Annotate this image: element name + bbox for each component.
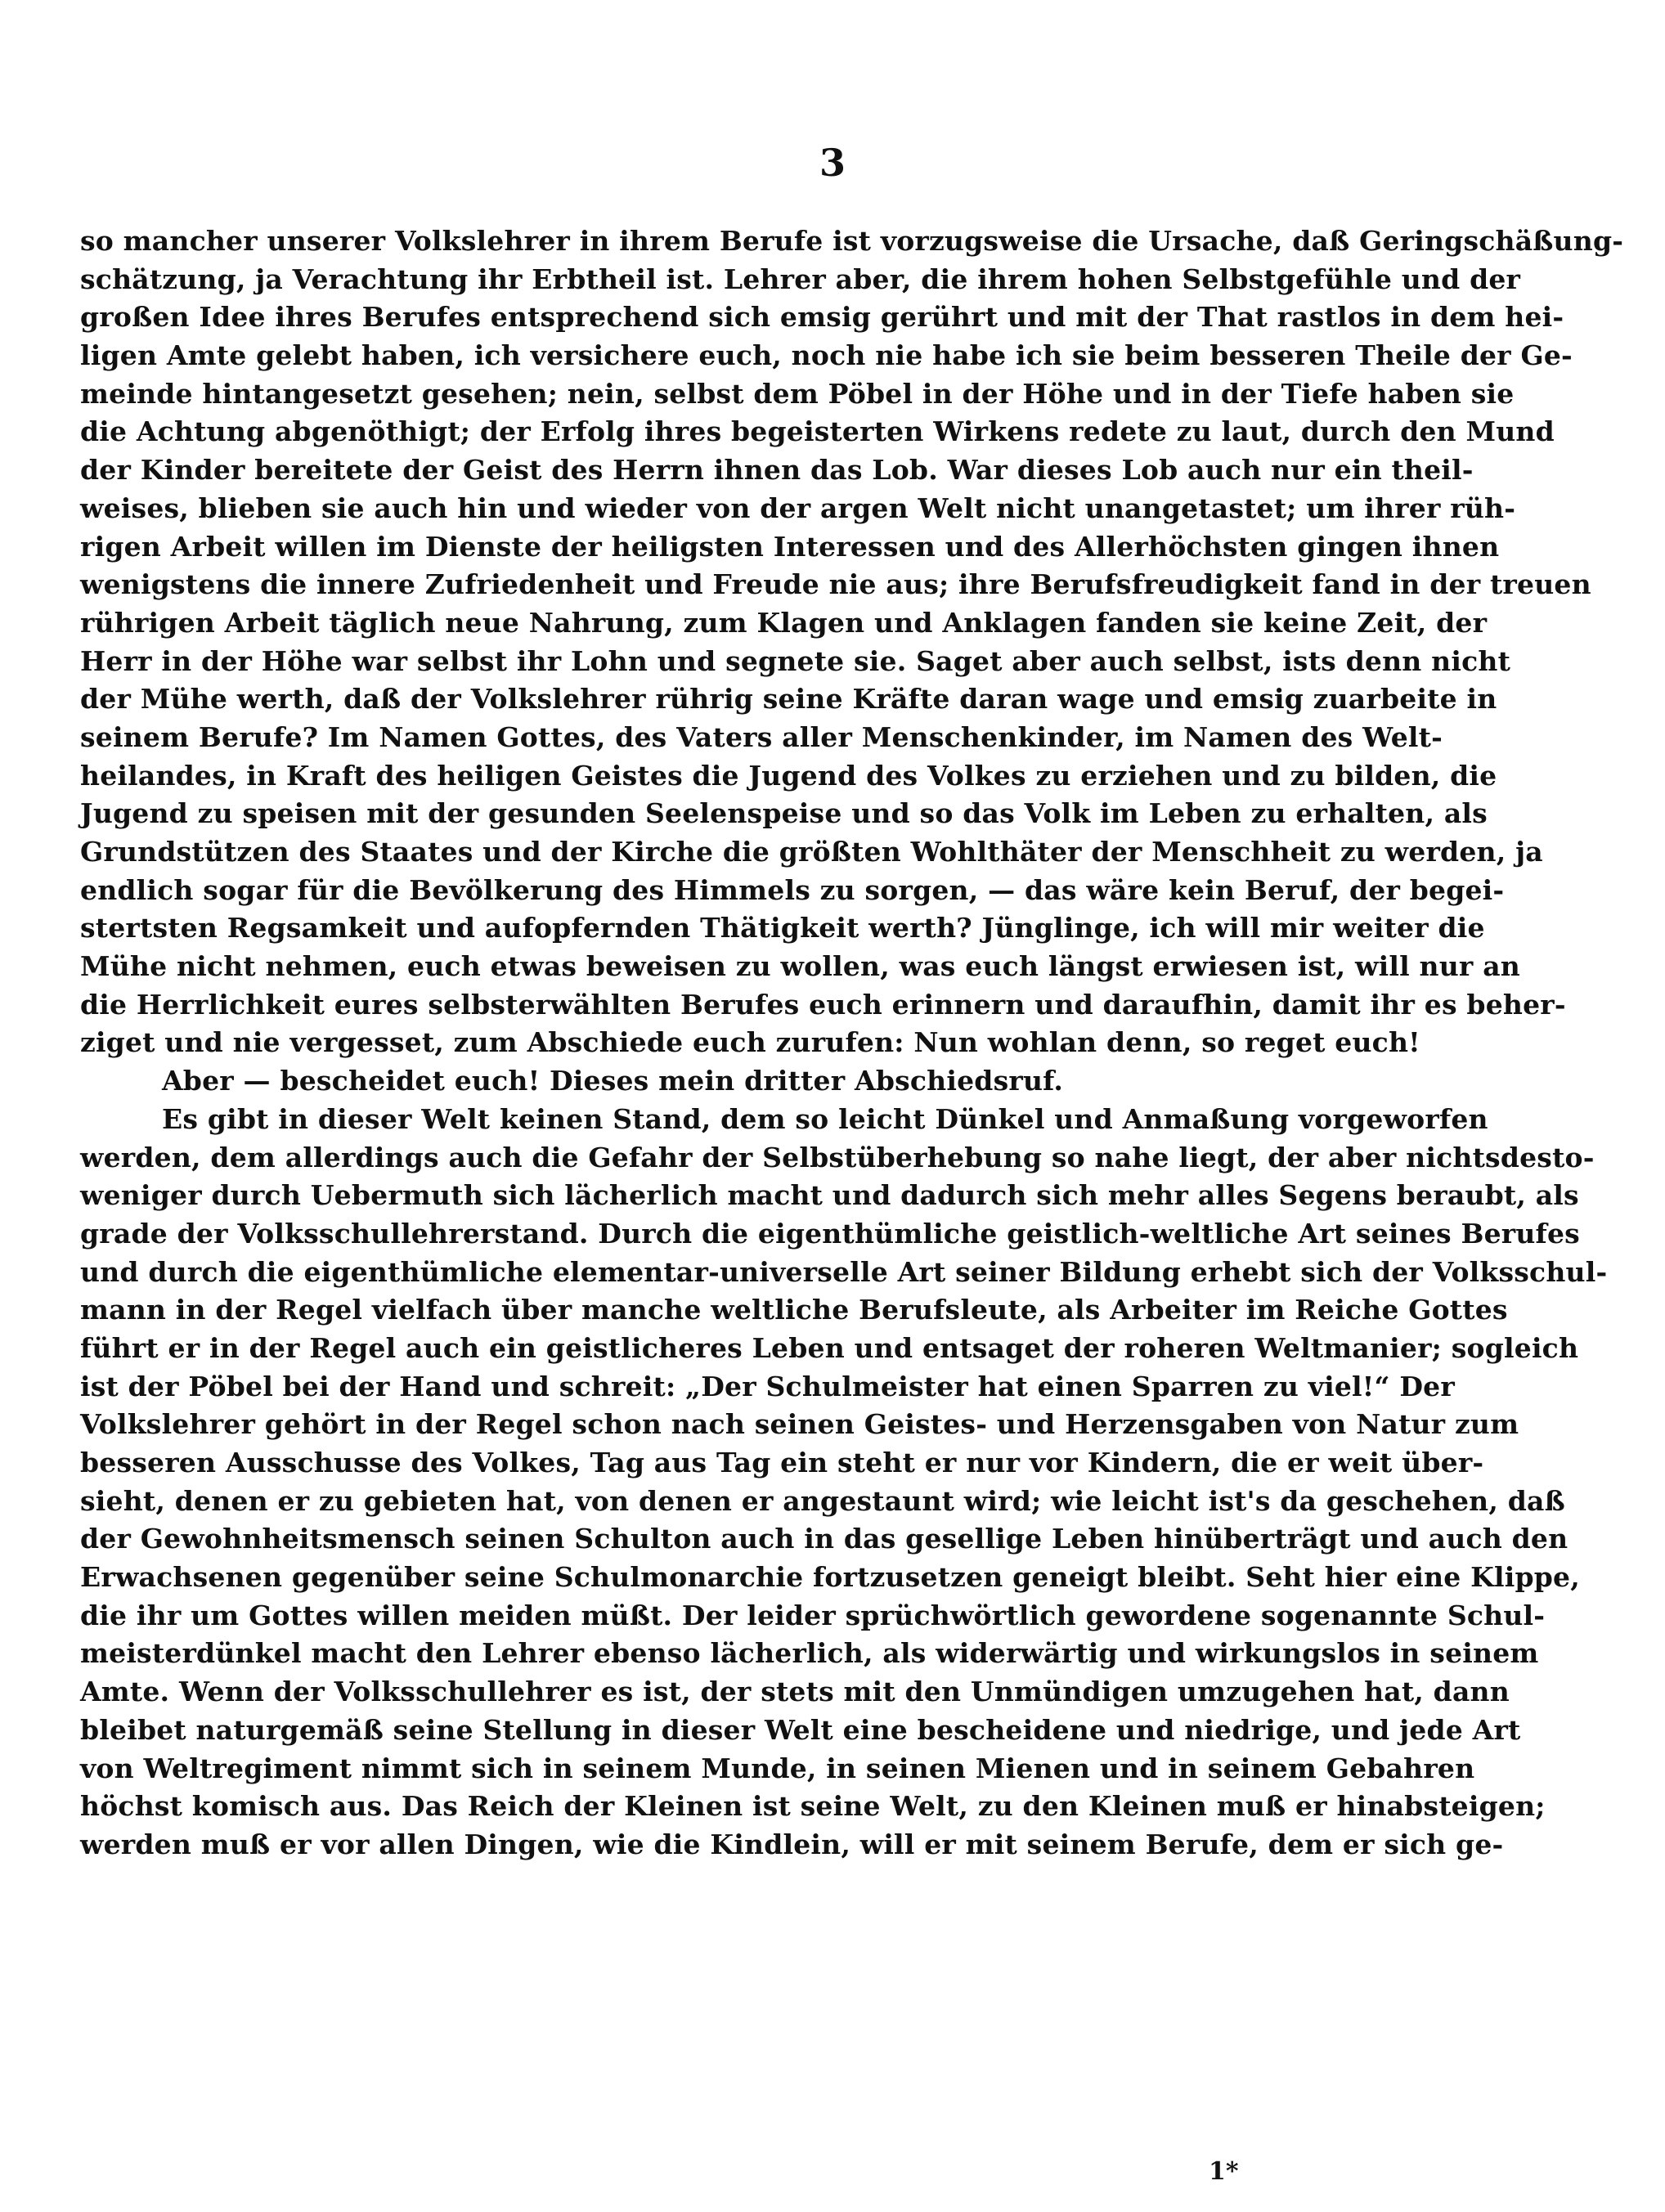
text-line: Volkslehrer gehört in der Regel schon nach seinen Geistes- und Herzensgaben von Natur zum xyxy=(80,1408,1519,1441)
text-line: mann in der Regel vielfach über manche weltliche Berufsleute, als Arbeiter im Reiche Gottes xyxy=(80,1294,1508,1326)
text-line: Es gibt in dieser Welt keinen Stand, dem so leicht Dünkel und Anmaßung vorgeworfen xyxy=(162,1102,1488,1135)
text-line: der Kinder bereitete der Geist des Herrn ihnen das Lob. War dieses Lob auch nur ein theil- xyxy=(80,454,1474,487)
body-text xyxy=(80,222,1624,1864)
text-line: grade der Volksschullehrerstand. Durch die eigenthümliche geistlich-weltliche Art seines Berufes xyxy=(80,1217,1580,1250)
text-line: ligen Amte gelebt haben, ich versichere euch, noch nie habe ich sie beim besseren Theile der Ge- xyxy=(80,339,1573,372)
text-line: Amte. Wenn der Volksschullehrer es ist, der stets mit den Unmündigen umzugehen hat, dann xyxy=(80,1676,1510,1708)
text-line: Erwachsenen gegenüber seine Schulmonarchie fortzusetzen geneigt bleibt. Seht hier eine Klippe, xyxy=(80,1561,1580,1594)
text-line: Jugend zu speisen mit der gesunden Seelenspeise und so das Volk im Leben zu erhalten, als xyxy=(80,797,1488,830)
text-line: heilandes, in Kraft des heiligen Geistes die Jugend des Volkes zu erziehen und zu bilden, die xyxy=(80,759,1497,792)
text-line: meinde hintangesetzt gesehen; nein, selbst dem Pöbel in der Höhe und in der Tiefe haben sie xyxy=(80,377,1515,410)
text-line: die Achtung abgenöthigt; der Erfolg ihres begeisterten Wirkens redete zu laut, durch den Mund xyxy=(80,415,1555,448)
text-line: rührigen Arbeit täglich neue Nahrung, zum Klagen und Anklagen fanden sie keine Zeit, der xyxy=(80,606,1488,639)
text-line: von Weltregiment nimmt sich in seinem Munde, in seinen Mienen und in seinem Gebahren xyxy=(80,1752,1475,1784)
text-line: und durch die eigenthümliche elementar-universelle Art seiner Bildung erhebt sich der Volksschul- xyxy=(80,1255,1608,1288)
text-line: Aber — bescheidet euch! Dieses mein dritter Abschiedsruf. xyxy=(162,1065,1064,1097)
text-line: die Herrlichkeit eures selbsterwählten Berufes euch erinnern und daraufhin, damit ihr es beher- xyxy=(80,988,1566,1021)
page-number: 3 xyxy=(819,141,846,185)
text-line: Herr in der Höhe war selbst ihr Lohn und segnete sie. Saget aber auch selbst, ists denn nicht xyxy=(80,644,1511,677)
text-line: meisterdünkel macht den Lehrer ebenso lächerlich, als widerwärtig und wirkungslos in seinem xyxy=(80,1637,1539,1670)
text-line: ist der Pöbel bei der Hand und schreit: „Der Schulmeister hat einen Sparren zu viel!“ Der xyxy=(80,1370,1455,1402)
text-line: höchst komisch aus. Das Reich der Kleinen ist seine Welt, zu den Kleinen muß er hinabsteigen; xyxy=(80,1790,1546,1823)
text-line: werden muß er vor allen Dingen, wie die Kindlein, will er mit seinem Berufe, dem er sich ge- xyxy=(80,1828,1504,1860)
text-line: weises, blieben sie auch hin und wieder von der argen Welt nicht unangetastet; um ihrer rüh- xyxy=(80,491,1516,524)
text-line: stertsten Regsamkeit und aufopfernden Thätigkeit werth? Jünglinge, ich will mir weiter die xyxy=(80,912,1485,944)
text-line: die ihr um Gottes willen meiden müßt. Der leider sprüchwörtlich gewordene sogenannte Schul- xyxy=(80,1599,1546,1631)
signature-mark: 1* xyxy=(1209,2157,1239,2186)
text-line: besseren Ausschusse des Volkes, Tag aus Tag ein steht er nur vor Kindern, die er weit über- xyxy=(80,1447,1484,1478)
text-line: der Mühe werth, daß der Volkslehrer rührig seine Kräfte daran wage und emsig zuarbeite in xyxy=(80,683,1497,716)
text-line: Grundstützen des Staates und der Kirche die größten Wohlthäter der Menschheit zu werden, ja xyxy=(80,836,1543,868)
text-line: Mühe nicht nehmen, euch etwas beweisen zu wollen, was euch längst erwiesen ist, will nur an xyxy=(80,950,1520,983)
text-line: der Gewohnheitsmensch seinen Schulton auch in das gesellige Leben hinüberträgt und auch den xyxy=(80,1523,1569,1555)
text-line: großen Idee ihres Berufes entsprechend sich emsig gerührt und mit der That rastlos in dem hei- xyxy=(80,301,1564,334)
text-line: schätzung, ja Verachtung ihr Erbtheil ist. Lehrer aber, die ihrem hohen Selbstgefühle und der xyxy=(80,262,1521,295)
text-line: wenigstens die innere Zufriedenheit und Freude nie aus; ihre Berufsfreudigkeit fand in der treuen xyxy=(80,568,1591,601)
text-line: werden, dem allerdings auch die Gefahr der Selbstüberhebung so nahe liegt, der aber nichtsdesto- xyxy=(80,1141,1595,1173)
text-line: endlich sogar für die Bevölkerung des Himmels zu sorgen, — das wäre kein Beruf, der begei- xyxy=(80,873,1505,906)
text-line: weniger durch Uebermuth sich lächerlich macht und dadurch sich mehr alles Segens beraubt, als xyxy=(80,1179,1579,1212)
text-line: sieht, denen er zu gebieten hat, von denen er angestaunt wird; wie leicht ist's da geschehen, daß xyxy=(80,1484,1565,1517)
text-line: bleibet naturgemäß seine Stellung in dieser Welt eine bescheidene und niedrige, und jede Art xyxy=(80,1713,1521,1746)
text-line: führt er in der Regel auch ein geistlicheres Leben und entsaget der roheren Weltmanier; sogleich xyxy=(80,1331,1579,1364)
text-line: ziget und nie vergesset, zum Abschiede euch zurufen: Nun wohlan denn, so reget euch! xyxy=(80,1026,1420,1059)
text-line: seinem Berufe? Im Namen Gottes, des Vaters aller Menschenkinder, im Namen des Welt- xyxy=(80,720,1443,753)
text-line: rigen Arbeit willen im Dienste der heiligsten Interessen und des Allerhöchsten gingen ihnen xyxy=(80,530,1500,563)
text-line: so mancher unserer Volkslehrer in ihrem Berufe ist vorzugsweise die Ursache, daß Geringschäßung- xyxy=(80,225,1624,257)
